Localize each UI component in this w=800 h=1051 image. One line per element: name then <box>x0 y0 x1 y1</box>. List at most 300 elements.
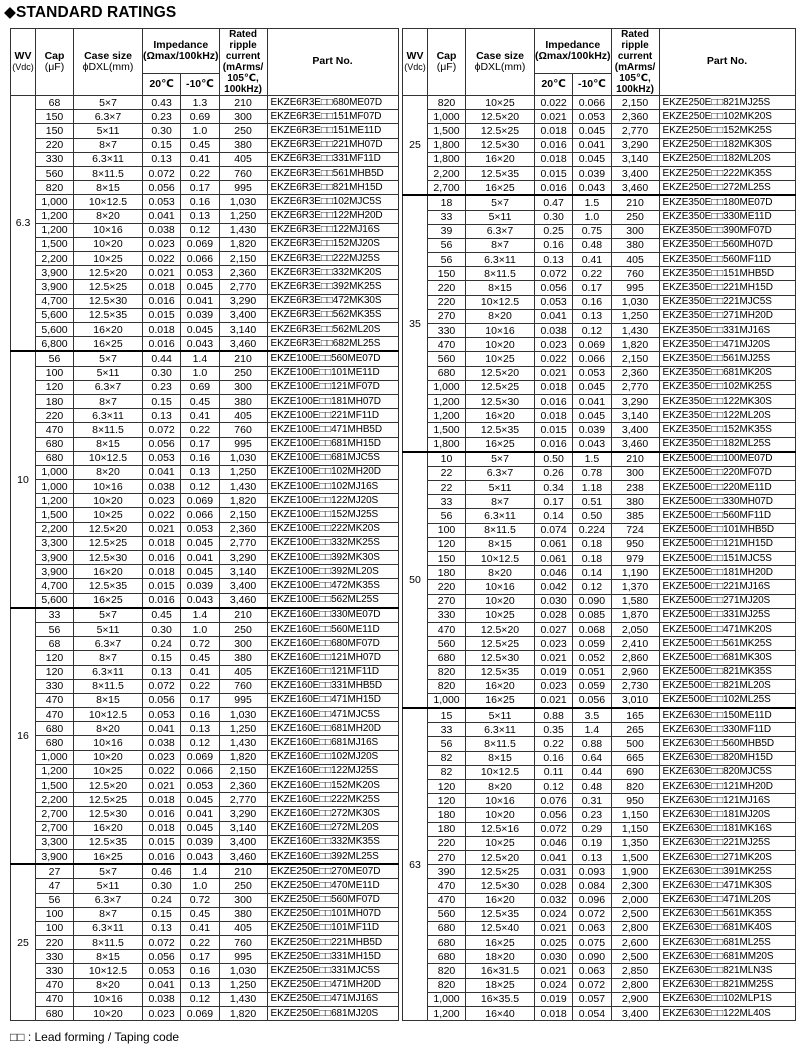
case-size-cell: 12.5×35 <box>74 579 143 593</box>
case-size-cell: 16×20 <box>466 679 535 693</box>
part-no-cell: EKZE250E□□221MHB5D <box>267 936 398 950</box>
ripple-current-cell: 2,150 <box>219 764 267 778</box>
part-no-cell: EKZE250E□□182ML20S <box>659 152 795 166</box>
cap-cell: 47 <box>36 879 74 893</box>
cap-cell: 560 <box>36 166 74 180</box>
case-size-cell: 8×7 <box>74 907 143 921</box>
impedance-20c-cell: 0.041 <box>535 850 573 864</box>
ripple-current-cell: 2,150 <box>611 96 659 110</box>
part-no-cell: EKZE630E□□121MH20D <box>659 780 795 794</box>
case-size-cell: 10×16 <box>466 580 535 594</box>
part-no-cell: EKZE630E□□820MJC5S <box>659 765 795 779</box>
impedance-minus10c-cell: 0.29 <box>573 822 611 836</box>
case-size-cell: 8×7 <box>466 238 535 252</box>
impedance-minus10c-cell: 0.18 <box>573 552 611 566</box>
cap-cell: 820 <box>428 96 466 110</box>
case-size-cell: 16×25 <box>466 437 535 452</box>
case-size-cell: 8×15 <box>74 181 143 195</box>
table-row <box>11 536 399 550</box>
part-no-cell: EKZE350E□□271MH20D <box>659 309 795 323</box>
table-row <box>11 280 399 294</box>
table-row <box>403 281 796 295</box>
case-size-cell: 16×20 <box>466 409 535 423</box>
cap-cell: 120 <box>36 380 74 394</box>
impedance-minus10c-cell: 0.043 <box>573 437 611 452</box>
impedance-minus10c-cell: 0.053 <box>573 110 611 124</box>
cap-cell: 100 <box>428 523 466 537</box>
impedance-minus10c-cell: 0.12 <box>573 580 611 594</box>
cap-cell: 220 <box>428 281 466 295</box>
table-row <box>11 209 399 223</box>
table-row <box>11 622 399 636</box>
impedance-minus10c-cell: 1.4 <box>181 351 219 366</box>
impedance-20c-cell: 0.018 <box>535 124 573 138</box>
cap-cell: 1,000 <box>36 195 74 209</box>
cap-header: Cap (μF) <box>428 29 466 96</box>
impedance-20c-cell: 0.016 <box>143 551 181 565</box>
case-size-cell: 8×11.5 <box>74 679 143 693</box>
impedance-minus10c-cell: 0.13 <box>181 978 219 992</box>
case-size-cell: 8×20 <box>74 978 143 992</box>
impedance-minus10c-cell: 0.063 <box>573 964 611 978</box>
part-no-cell: EKZE250E□□102MK20S <box>659 110 795 124</box>
ripple-current-cell: 2,770 <box>219 793 267 807</box>
part-no-cell: EKZE630E□□391MK25S <box>659 865 795 879</box>
cap-cell: 220 <box>428 836 466 850</box>
part-no-cell: EKZE630E□□122ML40S <box>659 1007 795 1021</box>
case-size-cell: 8×7 <box>466 495 535 509</box>
case-size-cell: 10×25 <box>466 352 535 366</box>
impedance-minus10c-cell: 0.053 <box>181 779 219 793</box>
impedance-20c-cell: 0.15 <box>143 394 181 408</box>
table-row <box>11 409 399 423</box>
impedance-minus10c-cell: 0.090 <box>573 594 611 608</box>
part-no-cell: EKZE100E□□472MK35S <box>267 579 398 593</box>
table-row <box>403 751 796 765</box>
impedance-minus10c-cell: 0.69 <box>181 110 219 124</box>
table-row <box>11 608 399 623</box>
impedance-minus10c-cell: 0.23 <box>573 808 611 822</box>
case-size-cell: 16×20 <box>466 152 535 166</box>
impedance-20c-cell: 0.30 <box>143 366 181 380</box>
ripple-current-cell: 979 <box>611 552 659 566</box>
cap-cell: 180 <box>428 822 466 836</box>
ripple-current-cell: 2,410 <box>611 637 659 651</box>
ripple-current-cell: 1,430 <box>611 324 659 338</box>
ripple-current-cell: 2,500 <box>611 950 659 964</box>
case-size-cell: 10×12.5 <box>74 195 143 209</box>
cap-cell: 1,200 <box>428 409 466 423</box>
impedance-20c-cell: 0.50 <box>535 452 573 467</box>
wv-cell: 25 <box>403 96 428 196</box>
cap-cell: 390 <box>428 865 466 879</box>
impedance-minus10c-cell: 0.41 <box>181 409 219 423</box>
impedance-20c-cell: 0.072 <box>535 267 573 281</box>
impedance-20c-cell: 0.88 <box>535 708 573 723</box>
cap-cell: 22 <box>428 466 466 480</box>
case-size-cell: 12.5×35 <box>466 665 535 679</box>
case-size-cell: 10×25 <box>74 508 143 522</box>
impedance-minus10c-cell: 0.41 <box>181 921 219 935</box>
part-no-cell: EKZE500E□□151MJC5S <box>659 552 795 566</box>
case-size-cell: 5×7 <box>74 608 143 623</box>
cap-cell: 82 <box>428 751 466 765</box>
impedance-minus10c-cell: 0.043 <box>181 337 219 352</box>
case-size-cell: 16×35.5 <box>466 992 535 1006</box>
cap-cell: 3,900 <box>36 551 74 565</box>
impedance-20c-cell: 0.13 <box>143 409 181 423</box>
case-size-cell: 12.5×25 <box>466 865 535 879</box>
impedance-20c-cell: 0.056 <box>143 181 181 195</box>
ripple-current-cell: 210 <box>611 452 659 467</box>
table-row <box>403 723 796 737</box>
impedance-20c-cell: 0.038 <box>143 223 181 237</box>
cap-cell: 470 <box>428 893 466 907</box>
part-no-cell: EKZE350E□□102MK25S <box>659 380 795 394</box>
ripple-current-cell: 950 <box>611 537 659 551</box>
ripple-current-cell: 995 <box>219 693 267 707</box>
ripple-current-cell: 210 <box>219 351 267 366</box>
part-no-cell: EKZE160E□□681MJ16S <box>267 736 398 750</box>
case-size-cell: 5×11 <box>74 366 143 380</box>
table-row <box>403 210 796 224</box>
part-no-cell: EKZE630E□□221MJ25S <box>659 836 795 850</box>
cap-cell: 330 <box>36 950 74 964</box>
impedance-minus10c-cell: 0.16 <box>181 708 219 722</box>
impedance-20c-cell: 0.023 <box>143 237 181 251</box>
ripple-current-cell: 1,430 <box>219 223 267 237</box>
ripple-current-cell: 500 <box>611 737 659 751</box>
case-size-cell: 16×25 <box>466 936 535 950</box>
case-size-cell: 10×25 <box>74 764 143 778</box>
part-no-cell: EKZE100E□□392MK30S <box>267 551 398 565</box>
table-row <box>403 394 796 408</box>
part-no-cell: EKZE630E□□560MHB5D <box>659 737 795 751</box>
impedance-20c-cell: 0.061 <box>535 552 573 566</box>
case-size-cell: 5×11 <box>466 708 535 723</box>
table-row <box>403 124 796 138</box>
impedance-20c-cell: 0.016 <box>535 437 573 452</box>
table-row <box>403 267 796 281</box>
ratings-body-left <box>11 96 399 1021</box>
ripple-current-cell: 300 <box>219 110 267 124</box>
impedance-minus10c-cell: 0.090 <box>573 950 611 964</box>
table-row <box>11 252 399 266</box>
ripple-current-cell: 1,370 <box>611 580 659 594</box>
impedance-20c-cell: 0.30 <box>143 879 181 893</box>
impedance-minus10c-cell: 0.14 <box>573 566 611 580</box>
impedance-20c-cell: 0.16 <box>535 238 573 252</box>
part-no-cell: EKZE500E□□121MH15D <box>659 537 795 551</box>
part-no-cell: EKZE630E□□561MK35S <box>659 907 795 921</box>
case-size-cell: 5×7 <box>74 351 143 366</box>
table-row <box>11 423 399 437</box>
cap-cell: 680 <box>36 722 74 736</box>
impedance-20c-cell: 0.025 <box>535 936 573 950</box>
cap-cell: 330 <box>36 679 74 693</box>
impedance-20c-cell: 0.021 <box>535 110 573 124</box>
impedance-20c-cell: 0.023 <box>535 637 573 651</box>
table-row <box>403 580 796 594</box>
impedance-20c-cell: 0.024 <box>535 907 573 921</box>
case-size-cell: 10×12.5 <box>74 708 143 722</box>
impedance-minus10c-cell: 0.45 <box>181 394 219 408</box>
cap-cell: 270 <box>428 309 466 323</box>
ripple-current-cell: 1,150 <box>611 822 659 836</box>
impedance-20c-cell: 0.072 <box>143 166 181 180</box>
wv-cell: 63 <box>403 708 428 1021</box>
ripple-current-cell: 2,360 <box>611 366 659 380</box>
impedance-minus10c-cell: 0.052 <box>573 651 611 665</box>
impedance-minus10c-cell: 0.096 <box>573 893 611 907</box>
cap-cell: 27 <box>36 864 74 879</box>
cap-cell: 560 <box>428 637 466 651</box>
impedance-20c-cell: 0.46 <box>143 864 181 879</box>
impedance-20c-cell: 0.015 <box>143 579 181 593</box>
cap-cell: 56 <box>428 509 466 523</box>
case-size-cell: 12.5×25 <box>466 124 535 138</box>
ripple-current-cell: 1,150 <box>611 808 659 822</box>
cap-cell: 56 <box>428 737 466 751</box>
part-no-cell: EKZE630E□□181MJ20S <box>659 808 795 822</box>
impedance-header: Impedance (Ωmax/100kHz) <box>143 29 220 74</box>
table-row <box>11 921 399 935</box>
impedance-20c-cell: 0.016 <box>143 849 181 864</box>
ripple-current-cell: 2,770 <box>219 536 267 550</box>
ripple-current-cell: 1,820 <box>219 494 267 508</box>
ripple-current-cell: 950 <box>611 794 659 808</box>
cap-cell: 100 <box>36 921 74 935</box>
table-row <box>11 665 399 679</box>
impedance-minus10c-cell: 0.039 <box>181 308 219 322</box>
impedance-20c-cell: 0.23 <box>143 110 181 124</box>
impedance-20c-cell: 0.021 <box>535 366 573 380</box>
impedance-20c-cell: 0.023 <box>143 494 181 508</box>
footnote: □□ : Lead forming / Taping code <box>10 1030 180 1044</box>
case-size-header: Case size ϕDXL(mm) <box>74 29 143 96</box>
impedance-minus10c-cell: 1.5 <box>573 452 611 467</box>
ripple-current-cell: 1,870 <box>611 608 659 622</box>
table-row <box>403 437 796 452</box>
part-no-cell: EKZE160E□□471MJC5S <box>267 708 398 722</box>
ripple-current-cell: 690 <box>611 765 659 779</box>
impedance-minus10c-cell: 1.3 <box>181 96 219 110</box>
case-size-cell: 6.3×7 <box>74 893 143 907</box>
table-row <box>403 466 796 480</box>
ripple-current-cell: 210 <box>219 96 267 110</box>
table-row <box>403 138 796 152</box>
table-row <box>11 124 399 138</box>
part-no-cell: EKZE6R3E□□562MK35S <box>267 308 398 322</box>
part-no-cell: EKZE100E□□332MK25S <box>267 536 398 550</box>
impedance-minus10c-cell: 0.045 <box>573 152 611 166</box>
ripple-current-cell: 3,460 <box>611 181 659 196</box>
table-row <box>403 708 796 723</box>
impedance-minus10c-cell: 0.88 <box>573 737 611 751</box>
ripple-current-cell: 1,430 <box>219 736 267 750</box>
case-size-cell: 12.5×35 <box>466 166 535 180</box>
impedance-minus10c-cell: 1.4 <box>181 608 219 623</box>
impedance-minus10c-cell: 0.13 <box>181 209 219 223</box>
case-size-cell: 12.5×20 <box>466 622 535 636</box>
ripple-current-cell: 1,250 <box>219 209 267 223</box>
ripple-current-cell: 385 <box>611 509 659 523</box>
impedance-minus10c-cell: 0.066 <box>573 96 611 110</box>
part-no-cell: EKZE350E□□681MK20S <box>659 366 795 380</box>
table-row <box>11 936 399 950</box>
ripple-current-cell: 760 <box>219 679 267 693</box>
impedance-20c-cell: 0.041 <box>143 209 181 223</box>
cap-cell: 3,300 <box>36 835 74 849</box>
ripple-current-cell: 2,850 <box>611 964 659 978</box>
impedance-20c-cell: 0.053 <box>143 451 181 465</box>
part-no-cell: EKZE6R3E□□680ME07D <box>267 96 398 110</box>
impedance-minus10c-cell: 0.17 <box>573 281 611 295</box>
impedance-minus10c-cell: 0.059 <box>573 637 611 651</box>
case-size-cell: 10×25 <box>466 96 535 110</box>
impedance-minus10c-cell: 0.041 <box>573 394 611 408</box>
table-row <box>11 465 399 479</box>
impedance-20c-cell: 0.053 <box>143 195 181 209</box>
impedance-20c-cell: 0.022 <box>535 96 573 110</box>
ripple-current-cell: 1,820 <box>219 237 267 251</box>
impedance-minus10c-cell: 0.44 <box>573 765 611 779</box>
impedance-20c-cell: 0.022 <box>143 252 181 266</box>
impedance-20c-cell: 0.074 <box>535 523 573 537</box>
part-no-cell: EKZE250E□□470ME11D <box>267 879 398 893</box>
cap-cell: 6,800 <box>36 337 74 352</box>
table-row <box>403 936 796 950</box>
impedance-20c-cell: 0.053 <box>535 295 573 309</box>
cap-cell: 270 <box>428 594 466 608</box>
table-row <box>11 394 399 408</box>
ripple-current-cell: 1,250 <box>219 465 267 479</box>
case-size-cell: 10×16 <box>74 992 143 1006</box>
ripple-current-cell: 165 <box>611 708 659 723</box>
impedance-20c-cell: 0.23 <box>143 380 181 394</box>
part-no-cell: EKZE160E□□121MF11D <box>267 665 398 679</box>
cap-cell: 1,000 <box>428 992 466 1006</box>
impedance-minus10c-cell: 0.045 <box>573 124 611 138</box>
impedance-20c-cell: 0.021 <box>143 779 181 793</box>
impedance-20c-cell: 0.032 <box>535 893 573 907</box>
impedance-minus10c-cell: 0.16 <box>181 964 219 978</box>
impedance-minus10c-cell: 0.051 <box>573 665 611 679</box>
ripple-current-cell: 250 <box>219 124 267 138</box>
impedance-20c-cell: 0.022 <box>143 764 181 778</box>
ripple-current-cell: 3,460 <box>219 593 267 608</box>
table-row <box>403 166 796 180</box>
table-row <box>403 822 796 836</box>
impedance-minus10c-cell: 0.78 <box>573 466 611 480</box>
ripple-current-cell: 1,350 <box>611 836 659 850</box>
part-no-cell: EKZE500E□□220ME11D <box>659 481 795 495</box>
part-no-cell: EKZE100E□□121MF07D <box>267 380 398 394</box>
impedance-minus10c-cell: 1.0 <box>181 366 219 380</box>
part-no-cell: EKZE630E□□121MJ16S <box>659 794 795 808</box>
ripple-current-cell: 1,030 <box>219 708 267 722</box>
impedance-minus10c-cell: 0.053 <box>181 522 219 536</box>
cap-cell: 2,700 <box>36 821 74 835</box>
impedance-minus10c-cell: 0.057 <box>573 992 611 1006</box>
impedance-minus10c-cell: 0.072 <box>573 907 611 921</box>
case-size-cell: 6.3×7 <box>466 466 535 480</box>
impedance-header: Impedance (Ωmax/100kHz) <box>535 29 612 74</box>
cap-cell: 820 <box>428 978 466 992</box>
part-no-cell: EKZE100E□□221MF11D <box>267 409 398 423</box>
table-row <box>11 551 399 565</box>
part-no-cell: EKZE6R3E□□332MK20S <box>267 266 398 280</box>
part-no-cell: EKZE350E□□182ML25S <box>659 437 795 452</box>
table-row <box>403 780 796 794</box>
part-no-cell: EKZE630E□□102MLP1S <box>659 992 795 1006</box>
part-no-cell: EKZE250E□□471MH20D <box>267 978 398 992</box>
impedance-minus10c-cell: 0.043 <box>181 593 219 608</box>
case-size-cell: 12.5×30 <box>74 294 143 308</box>
ripple-current-cell: 3,400 <box>219 835 267 849</box>
cap-cell: 680 <box>428 921 466 935</box>
cap-cell: 560 <box>428 352 466 366</box>
ripple-current-cell: 2,800 <box>611 921 659 935</box>
case-size-cell: 8×11.5 <box>466 267 535 281</box>
table-row <box>403 295 796 309</box>
impedance-minus10c-cell: 0.75 <box>573 224 611 238</box>
cap-cell: 4,700 <box>36 294 74 308</box>
impedance-minus10c-cell: 0.041 <box>181 294 219 308</box>
table-row <box>403 850 796 864</box>
table-row <box>11 96 399 110</box>
ripple-current-cell: 2,500 <box>611 907 659 921</box>
impedance-minus10c-cell: 0.041 <box>181 551 219 565</box>
impedance-minus10c-cell: 0.069 <box>573 338 611 352</box>
table-row <box>403 110 796 124</box>
cap-cell: 3,900 <box>36 280 74 294</box>
ripple-current-cell: 3,010 <box>611 693 659 708</box>
table-row <box>403 324 796 338</box>
impedance-minus10c-cell: 0.045 <box>181 323 219 337</box>
impedance-minus10c-cell: 0.056 <box>573 693 611 708</box>
ripple-current-cell: 665 <box>611 751 659 765</box>
ripple-current-cell: 2,150 <box>219 252 267 266</box>
part-no-cell: EKZE160E□□681MH20D <box>267 722 398 736</box>
impedance-20c-cell: 0.018 <box>143 793 181 807</box>
impedance-minus10c-cell: 1.18 <box>573 481 611 495</box>
table-row <box>403 352 796 366</box>
impedance-20c-cell: 0.44 <box>143 351 181 366</box>
impedance-20c-cell: 0.021 <box>143 266 181 280</box>
part-no-cell: EKZE250E□□101MH07D <box>267 907 398 921</box>
part-no-cell: EKZE100E□□101ME11D <box>267 366 398 380</box>
table-row <box>403 380 796 394</box>
ripple-current-cell: 2,800 <box>611 978 659 992</box>
impedance-20c-cell: 0.056 <box>143 693 181 707</box>
impedance-minus10c-cell: 0.043 <box>573 181 611 196</box>
table-row <box>11 893 399 907</box>
ripple-current-cell: 1,190 <box>611 566 659 580</box>
part-no-cell: EKZE500E□□471MK20S <box>659 622 795 636</box>
ripple-current-cell: 995 <box>611 281 659 295</box>
impedance-minus10c-cell: 0.69 <box>181 380 219 394</box>
table-row <box>403 152 796 166</box>
impedance-20c-cell: 0.041 <box>143 722 181 736</box>
part-no-cell: EKZE350E□□122ML20S <box>659 409 795 423</box>
ripple-current-cell: 3,400 <box>219 308 267 322</box>
table-row <box>11 166 399 180</box>
case-size-cell: 8×20 <box>466 566 535 580</box>
impedance-20c-cell: 0.021 <box>143 522 181 536</box>
case-size-cell: 12.5×25 <box>74 536 143 550</box>
ripple-current-cell: 1,250 <box>219 722 267 736</box>
